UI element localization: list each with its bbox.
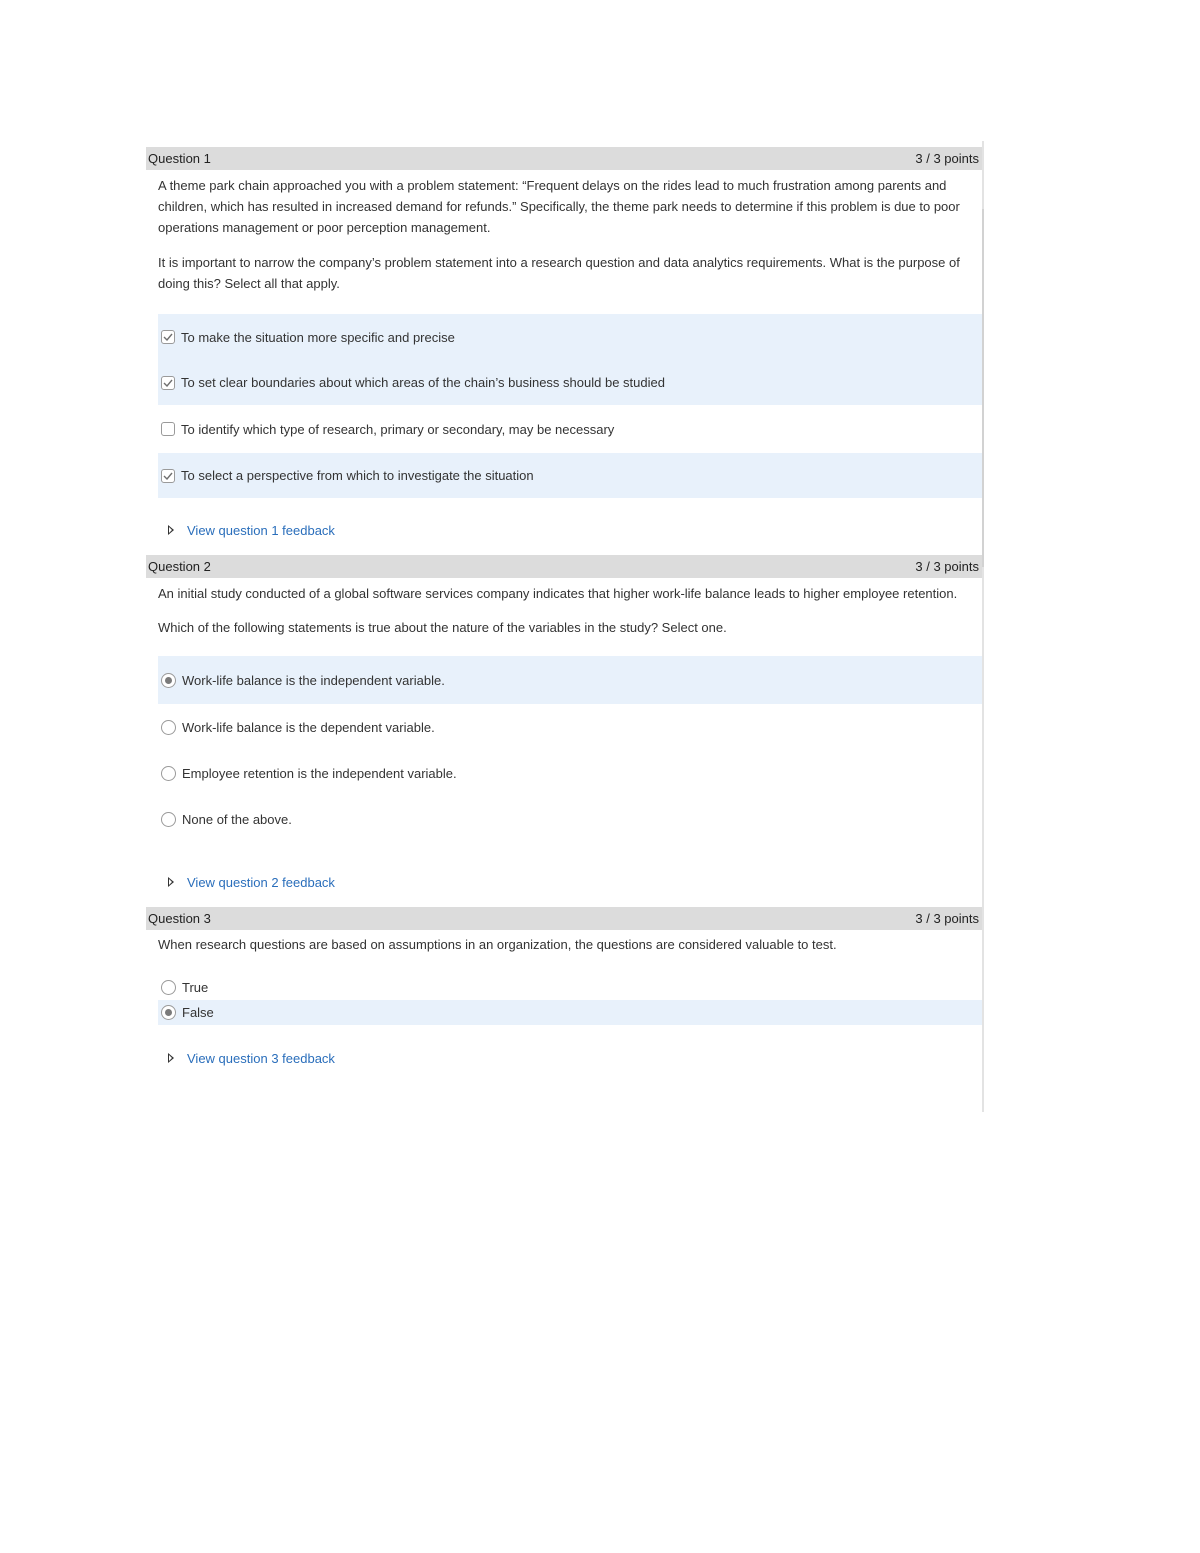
question-body <box>146 934 982 1068</box>
answer-label: None of the above. <box>182 811 292 827</box>
feedback-toggle[interactable] <box>158 520 982 540</box>
answer-label: Work-life balance is the dependent variable. <box>182 719 435 735</box>
answer-option[interactable] <box>158 314 982 360</box>
radio-empty-icon[interactable] <box>161 720 176 735</box>
question-points: 3 / 3 points <box>915 151 979 166</box>
answer-label: Work-life balance is the independent variable. <box>182 672 445 688</box>
checkbox-checked-icon[interactable] <box>161 376 175 390</box>
answer-label: Employee retention is the independent variable. <box>182 765 457 781</box>
radio-selected-icon[interactable] <box>161 1005 176 1020</box>
answer-option[interactable] <box>158 405 982 453</box>
checkbox-empty-icon[interactable] <box>161 422 175 436</box>
answer-option[interactable] <box>158 975 982 1000</box>
content-right-border <box>982 567 984 1112</box>
triangle-right-icon <box>168 1053 174 1063</box>
question-prompt: It is important to narrow the company’s problem statement into a research question and data analytics requirements. What is the purpose of doing this? Select all that apply. <box>158 255 960 291</box>
answer-label: To set clear boundaries about which areas of the chain’s business should be studied <box>181 375 665 390</box>
question-2 <box>146 555 982 892</box>
triangle-right-icon <box>168 525 174 535</box>
question-text: When research questions are based on assumptions in an organization, the questions are considered valuable to test. <box>158 937 837 952</box>
view-feedback-link[interactable]: View question 2 feedback <box>187 874 335 890</box>
question-body <box>146 583 982 892</box>
question-text: An initial study conducted of a global software services company indicates that higher work-life balance leads to higher employee retention. <box>158 586 958 601</box>
answer-label: True <box>182 980 209 995</box>
question-title: Question 1 <box>148 151 211 166</box>
answer-label: False <box>182 1005 214 1020</box>
answer-option[interactable] <box>158 796 982 842</box>
answer-label: To make the situation more specific and precise <box>181 329 455 345</box>
question-3 <box>146 907 982 1068</box>
answer-option[interactable] <box>158 656 982 704</box>
question-title: Question 2 <box>148 559 211 574</box>
question-1 <box>146 147 982 540</box>
quiz-results <box>146 147 982 1068</box>
answer-option[interactable] <box>158 360 982 405</box>
answer-label: To identify which type of research, primary or secondary, may be necessary <box>181 421 615 437</box>
question-prompt: Which of the following statements is true about the nature of the variables in the study? Select one. <box>158 620 727 635</box>
answer-list <box>158 975 982 1025</box>
feedback-toggle[interactable] <box>158 872 982 892</box>
answer-option[interactable] <box>158 1000 982 1025</box>
question-header <box>146 147 982 170</box>
answer-option[interactable] <box>158 704 982 750</box>
content-right-border <box>982 141 984 209</box>
checkbox-checked-icon[interactable] <box>161 469 175 483</box>
question-title: Question 3 <box>148 911 211 926</box>
question-body <box>146 175 982 540</box>
question-text: A theme park chain approached you with a problem statement: “Frequent delays on the rides lead to much frustration among parents and children, which has resulted in increased demand for refunds.” Specifically, the theme park needs to determine if this problem is due to poor operations management or poor perception management. <box>158 178 960 235</box>
content-right-border <box>982 209 984 567</box>
question-header <box>146 555 982 578</box>
feedback-toggle[interactable] <box>158 1048 982 1068</box>
answer-list <box>158 314 982 498</box>
answer-list <box>158 656 982 842</box>
view-feedback-link[interactable]: View question 3 feedback <box>187 1050 335 1066</box>
question-header <box>146 907 982 930</box>
radio-selected-icon[interactable] <box>161 673 176 688</box>
view-feedback-link[interactable]: View question 1 feedback <box>187 522 335 538</box>
question-points: 3 / 3 points <box>915 911 979 926</box>
radio-empty-icon[interactable] <box>161 812 176 827</box>
radio-empty-icon[interactable] <box>161 980 176 995</box>
question-points: 3 / 3 points <box>915 559 979 574</box>
answer-option[interactable] <box>158 453 982 498</box>
answer-label: To select a perspective from which to investigate the situation <box>181 468 534 483</box>
triangle-right-icon <box>168 877 174 887</box>
checkbox-checked-icon[interactable] <box>161 330 175 344</box>
radio-empty-icon[interactable] <box>161 766 176 781</box>
answer-option[interactable] <box>158 750 982 796</box>
